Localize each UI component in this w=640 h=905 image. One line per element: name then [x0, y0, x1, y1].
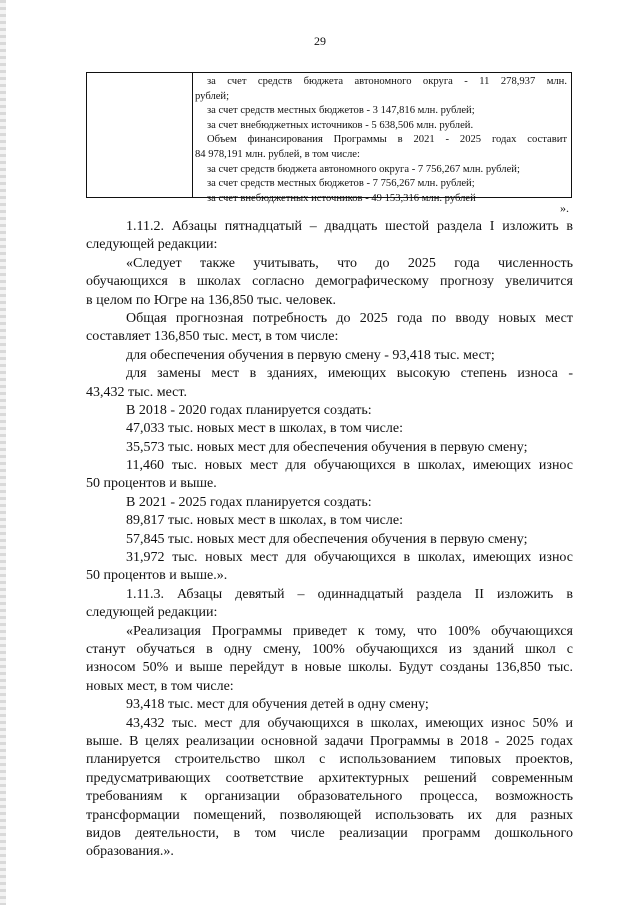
text-line: 31,972 тыс. новых мест для обучающихся в школах, имеющих износ — [126, 550, 573, 566]
text-line: 1.11.2. Абзацы пятнадцатый – двадцать шестой раздела I изложить в — [126, 219, 573, 234]
table-line: за счет средств местных бюджетов - 7 756,267 млн. рублей; — [207, 178, 475, 190]
text-line: составляет 136,850 тыс. мест, в том числе: — [86, 329, 339, 345]
document-body — [86, 218, 573, 862]
text-line: «Реализация Программы приведет к тому, что 100% обучающихся — [126, 623, 573, 639]
text-line: станут обучаться в одну смену, 100% обучающихся из зданий школ с — [86, 641, 573, 657]
text-line: 43,432 тыс. мест. — [86, 384, 187, 400]
text-line: для замены мест в зданиях, имеющих высокую степень износа - — [126, 366, 573, 382]
table-line: за счет внебюджетных источников - 49 153,316 млн. рублей — [207, 192, 476, 204]
text-line: требованиям к организации образовательного процесса, возможность — [86, 789, 573, 805]
text-line: Общая прогнозная потребность до 2025 года по вводу новых мест — [126, 310, 573, 326]
text-line: 35,573 тыс. новых мест для обеспечения обучения в первую смену; — [126, 439, 528, 455]
table-line: за счет средств местных бюджетов - 3 147,816 млн. рублей; — [207, 105, 475, 117]
text-line: предусматривающих соответствие архитектурных решений современным — [86, 770, 573, 786]
text-line: следующей редакции: — [86, 237, 218, 253]
table-line: за счет внебюджетных источников - 5 638,506 млн. рублей. — [207, 119, 474, 131]
text-line: планируется строительство школ с использованием типовых проектов, — [86, 752, 573, 768]
closing-quote: ». — [560, 201, 569, 215]
text-line: образования.». — [86, 844, 174, 860]
table-line: за счет средств бюджета автономного округа - 7 756,267 млн. рублей; — [207, 163, 520, 175]
text-line: следующей редакции: — [86, 605, 218, 621]
financing-table — [86, 72, 572, 204]
table-line: 84 978,191 млн. рублей, в том числе: — [195, 148, 360, 160]
text-line: 50 процентов и выше.». — [86, 568, 228, 584]
text-line: новых мест, в том числе: — [86, 678, 234, 694]
text-line: 50 процентов и выше. — [86, 476, 217, 492]
page-number: 29 — [314, 34, 326, 48]
text-line: 11,460 тыс. новых мест для обучающихся в школах, имеющих износ — [126, 458, 573, 474]
table-line: Объем финансирования Программы в 2021 - 2025 годах составит — [207, 134, 567, 146]
text-line: выше. В целях реализации основной задачи Программы в 2018 - 2025 годах — [86, 733, 573, 749]
table-cell-text — [195, 75, 567, 206]
text-line: В 2021 - 2025 годах планируется создать: — [126, 494, 372, 510]
text-line: 43,432 тыс. мест для обучающихся в школах, имеющих износ 50% и — [126, 715, 573, 731]
text-line: 57,845 тыс. новых мест для обеспечения обучения в первую смену; — [126, 531, 528, 547]
text-line: В 2018 - 2020 годах планируется создать: — [126, 402, 372, 418]
scan-edge — [0, 0, 6, 905]
table-line: за счет средств бюджета автономного округа - 11 278,937 млн. — [207, 76, 567, 87]
text-line: трансформации помещений, позволяющей использовать их для разных — [86, 807, 573, 823]
text-line: «Следует также учитывать, что до 2025 года численность — [126, 255, 573, 271]
table-column-divider — [192, 73, 193, 197]
text-line: для обеспечения обучения в первую смену - 93,418 тыс. мест; — [126, 347, 495, 363]
text-line: 47,033 тыс. новых мест в школах, в том числе: — [126, 421, 403, 437]
text-line: износом 50% и выше перейдут в новые школы. Будут созданы 136,850 тыс. — [86, 660, 573, 676]
text-line: 1.11.3. Абзацы девятый – одиннадцатый раздела II изложить в — [126, 586, 573, 602]
text-line: 93,418 тыс. мест для обучения детей в одну смену; — [126, 697, 429, 713]
text-line: 89,817 тыс. новых мест в школах, в том числе: — [126, 513, 403, 529]
text-line: в целом по Югре на 136,850 тыс. человек. — [86, 292, 336, 308]
text-line: видов деятельности, в том числе реализации программ дошкольного — [86, 825, 573, 841]
table-line: рублей; — [195, 90, 230, 102]
text-line: обучающихся в школах согласно демографическому прогнозу увеличится — [86, 274, 573, 290]
